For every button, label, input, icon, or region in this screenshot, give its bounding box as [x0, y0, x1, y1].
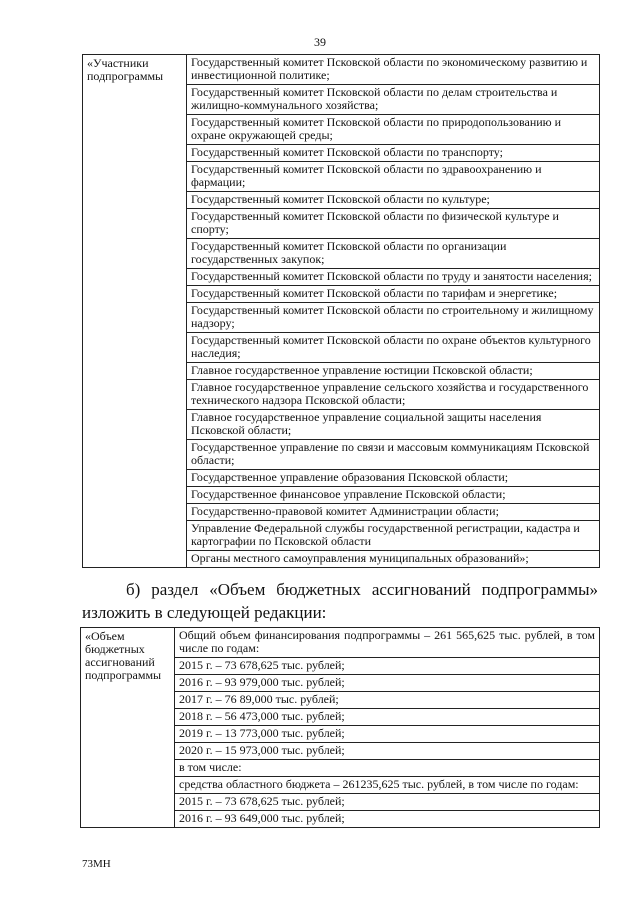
budget-row: 2015 г. – 73 678,625 тыс. рублей; — [175, 794, 599, 811]
participant-item: Главное государственное управление сельского хозяйства и государственного технического надзора Псковской области; — [187, 380, 599, 410]
budget-row: средства областного бюджета – 261235,625 тыс. рублей, в том числе по годам: — [175, 777, 599, 794]
budget-row: Общий объем финансирования подпрограммы – 261 565,625 тыс. рублей, в том числе по годам: — [175, 628, 599, 658]
participant-item: Государственное финансовое управление Псковской области; — [187, 487, 599, 504]
participant-item: Главное государственное управление юстиции Псковской области; — [187, 363, 599, 380]
participant-item: Управление Федеральной службы государственной регистрации, кадастра и картографии по Псковской области — [187, 521, 599, 551]
budget-row: 2018 г. – 56 473,000 тыс. рублей; — [175, 709, 599, 726]
budget-row: 2017 г. – 76 89,000 тыс. рублей; — [175, 692, 599, 709]
budget-row: 2020 г. – 15 973,000 тыс. рублей; — [175, 743, 599, 760]
participants-list — [187, 55, 600, 568]
participant-item: Органы местного самоуправления муниципальных образований»; — [191, 551, 529, 565]
participant-item: Государственное управление по связи и массовым коммуникациям Псковской области; — [187, 440, 599, 470]
budget-row: 2016 г. – 93 979,000 тыс. рублей; — [175, 675, 599, 692]
participants-label: «Участники подпрограммы — [83, 55, 187, 568]
paragraph-b-continued: изложить в следующей редакции: — [82, 603, 327, 622]
participant-item: Государственный комитет Псковской области по труду и занятости населения; — [187, 269, 599, 286]
participant-item: Государственно-правовой комитет Администрации области; — [187, 504, 599, 521]
participant-item: Государственный комитет Псковской области по экономическому развитию и инвестиционной политике; — [187, 55, 599, 85]
participant-item: Государственное управление образования Псковской области; — [187, 470, 599, 487]
footer-code: 73МН — [82, 858, 111, 870]
participant-item: Государственный комитет Псковской области по строительному и жилищному надзору; — [187, 303, 599, 333]
page-number: 39 — [314, 35, 326, 49]
participant-item: Государственный комитет Псковской области по делам строительства и жилищно-коммунального хозяйства; — [187, 85, 599, 115]
budget-table — [80, 627, 600, 828]
budget-row: 2016 г. – 93 649,000 тыс. рублей; — [179, 811, 345, 825]
participant-item: Государственный комитет Псковской области по охране объектов культурного наследия; — [187, 333, 599, 363]
participant-item: Главное государственное управление социальной защиты населения Псковской области; — [187, 410, 599, 440]
budget-row: в том числе: — [175, 760, 599, 777]
budget-label: «Объем бюджетных ассигнований подпрограммы — [81, 628, 175, 828]
budget-list — [175, 628, 600, 828]
participants-table — [82, 54, 600, 568]
participant-item: Государственный комитет Псковской области по тарифам и энергетике; — [187, 286, 599, 303]
participant-item: Государственный комитет Псковской области по транспорту; — [187, 145, 599, 162]
participant-item: Государственный комитет Псковской области по здравоохранению и фармации; — [187, 162, 599, 192]
participant-item: Государственный комитет Псковской области по природопользованию и охране окружающей среды; — [187, 115, 599, 145]
paragraph-b: б) раздел «Объем бюджетных ассигнований подпрограммы» — [126, 580, 598, 599]
budget-row: 2019 г. – 13 773,000 тыс. рублей; — [175, 726, 599, 743]
participant-item: Государственный комитет Псковской области по физической культуре и спорту; — [187, 209, 599, 239]
participant-item: Государственный комитет Псковской области по организации государственных закупок; — [187, 239, 599, 269]
budget-row: 2015 г. – 73 678,625 тыс. рублей; — [175, 658, 599, 675]
participant-item: Государственный комитет Псковской области по культуре; — [187, 192, 599, 209]
